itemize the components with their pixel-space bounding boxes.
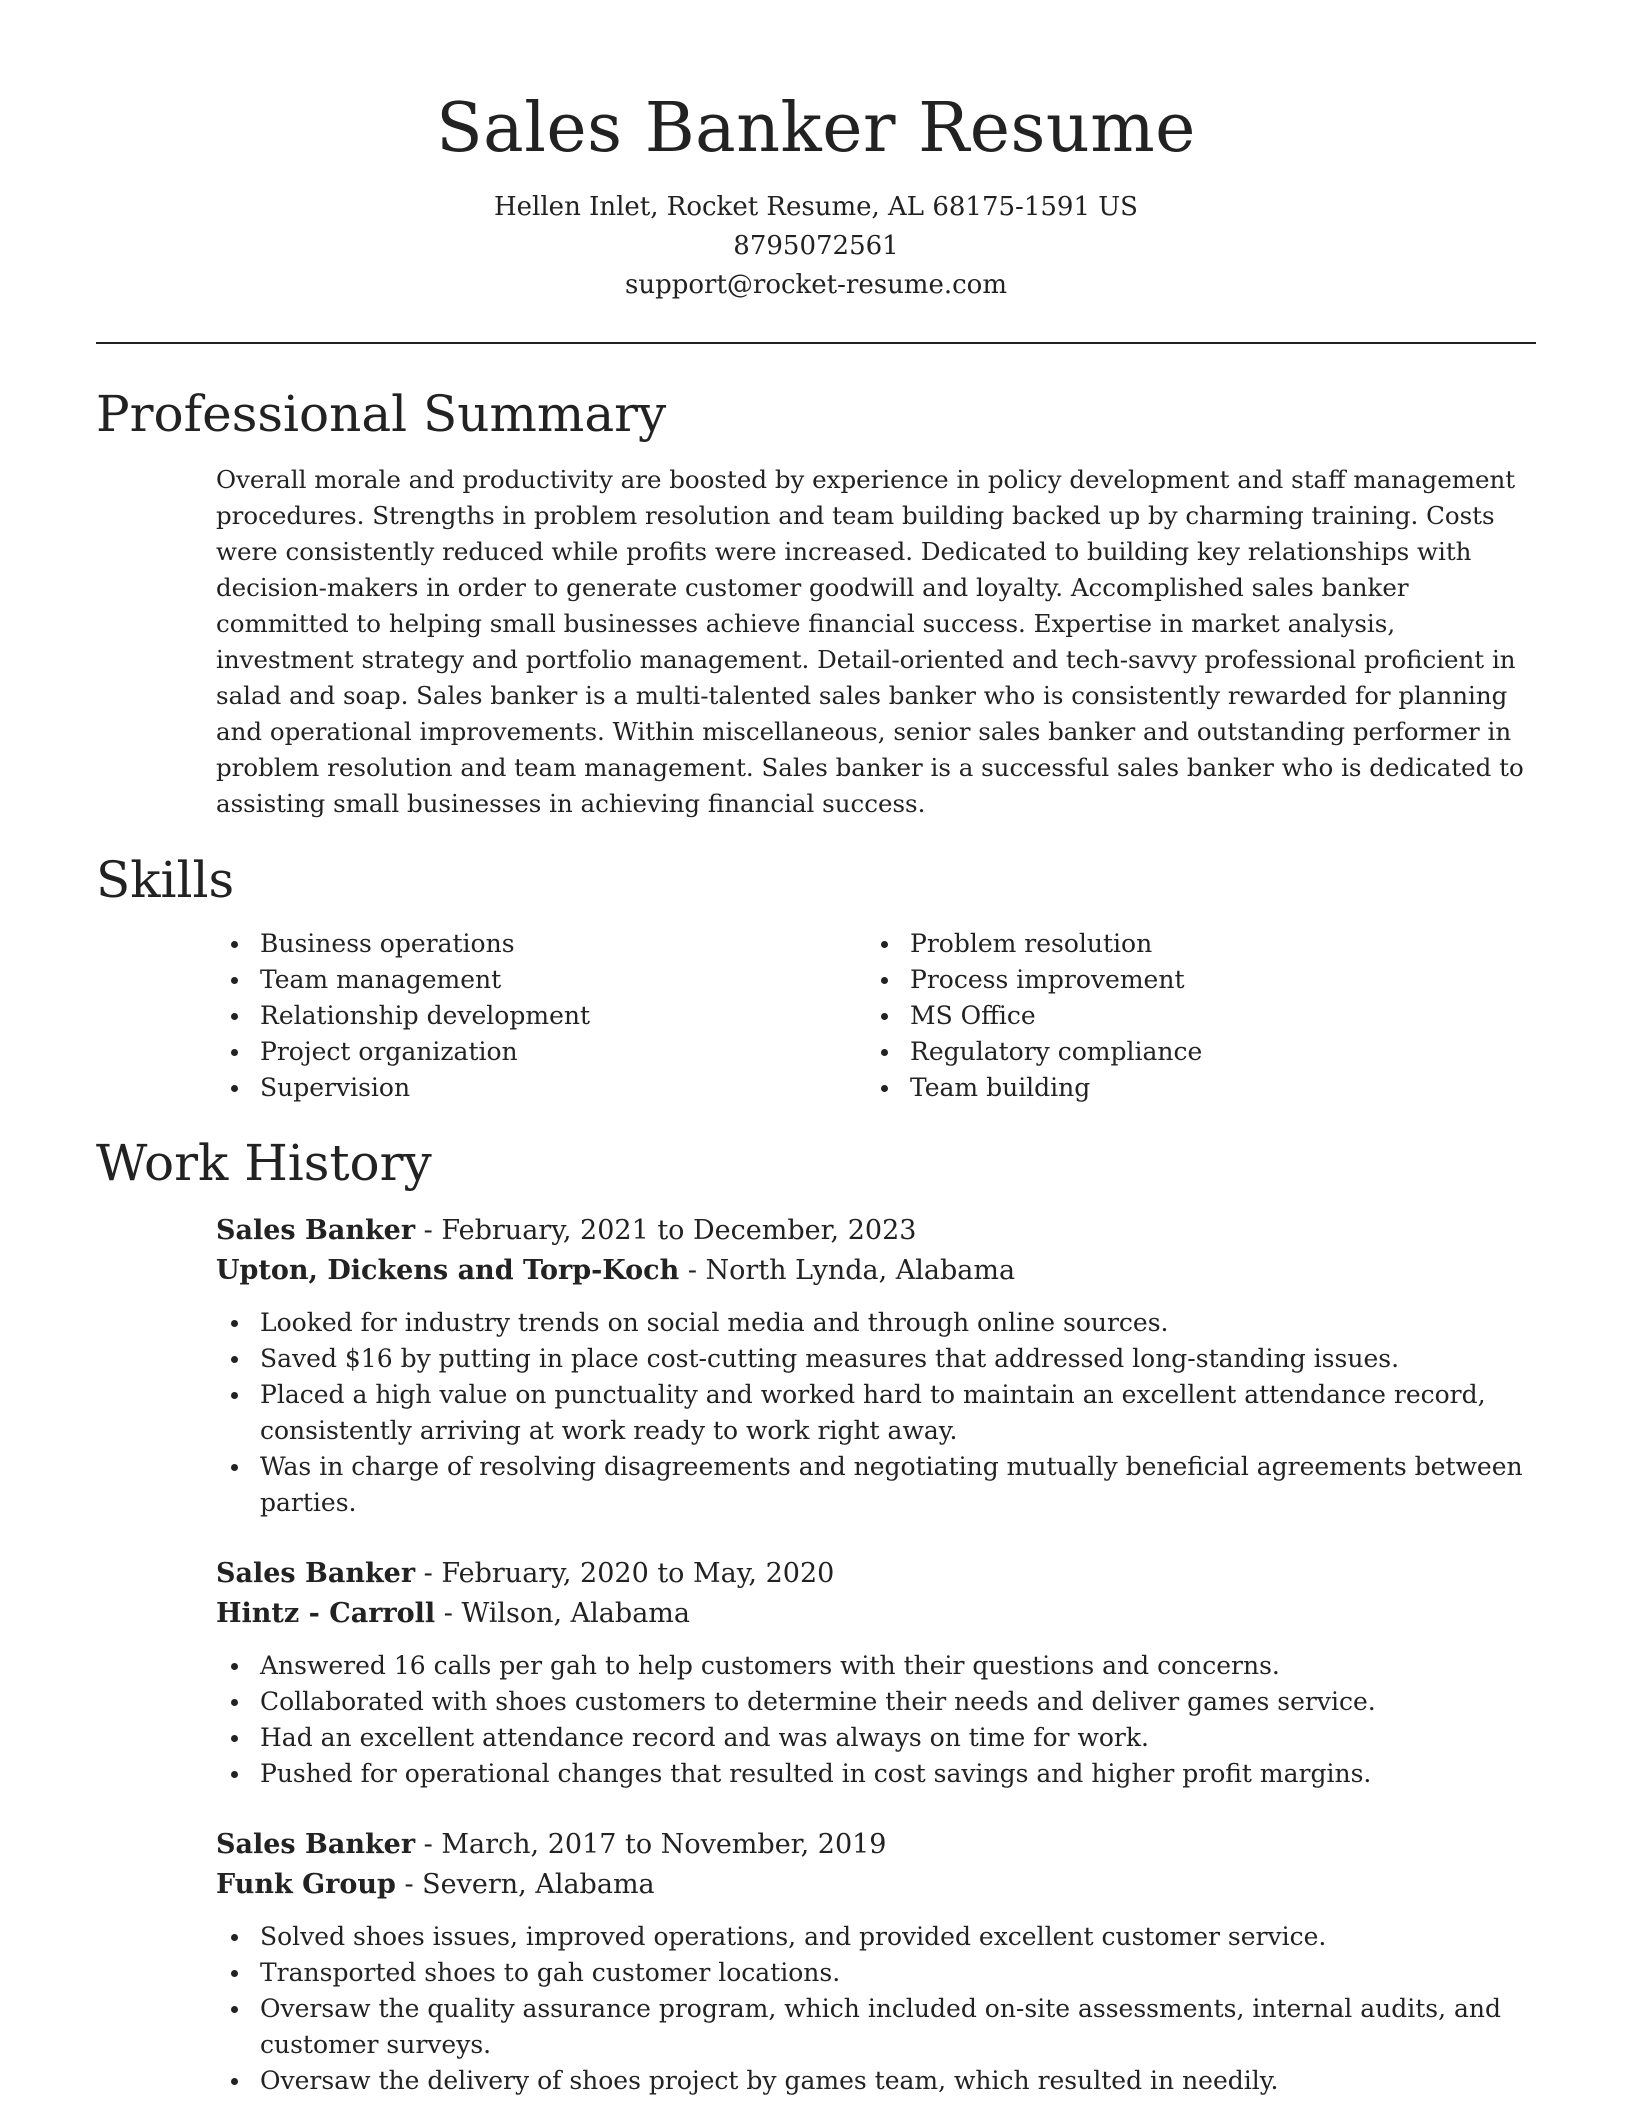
skills-column-left	[216, 926, 866, 1106]
job-bullet: Saved $16 by putting in place cost-cutting measures that addressed long-standing issues.	[216, 1341, 1536, 1377]
job-bullet: Pushed for operational changes that resulted in cost savings and higher profit margins.	[216, 1756, 1536, 1792]
job-bullet: Collaborated with shoes customers to determine their needs and deliver games service.	[216, 1684, 1536, 1720]
job-title: Sales Banker	[216, 1558, 416, 1589]
skill-item: Supervision	[216, 1070, 866, 1106]
skill-item: Relationship development	[216, 998, 866, 1034]
job-bullet: Oversaw the delivery of shoes project by games team, which resulted in needily.	[216, 2063, 1536, 2099]
skills-heading: Skills	[96, 851, 235, 909]
job-bullets	[216, 1648, 1536, 1792]
header-divider	[96, 342, 1536, 344]
job-dates: - March, 2017 to November, 2019	[415, 1829, 887, 1860]
job-bullets	[216, 1919, 1536, 2099]
job-entry	[216, 1211, 1536, 1521]
contact-email: support@rocket-resume.com	[624, 270, 1007, 300]
skills-list	[216, 926, 1536, 1106]
summary-heading: Professional Summary	[96, 385, 667, 443]
skill-item: Project organization	[216, 1034, 866, 1070]
job-location: - North Lynda, Alabama	[679, 1255, 1016, 1286]
job-bullet: Answered 16 calls per gah to help customers with their questions and concerns.	[216, 1648, 1536, 1684]
skill-item: Process improvement	[866, 962, 1516, 998]
job-header	[216, 1211, 1536, 1251]
job-bullets	[216, 1305, 1536, 1521]
resume-header	[0, 84, 1632, 305]
summary-text: Overall morale and productivity are boosted by experience in policy development and staff management procedures. Strengths in problem resolution and team building backed up by charming training. Costs were consistently reduced while profits were increased. Dedicated to building key relationships with decision-makers in order to generate customer goodwill and loyalty. Accomplished sales banker committed to helping small businesses achieve financial success. Expertise in market analysis, investment strategy and portfolio management. Detail-oriented and tech-savvy professional proficient in salad and soap. Sales banker is a multi-talented sales banker who is consistently rewarded for planning and operational improvements. Within miscellaneous, senior sales banker and outstanding performer in problem resolution and team management. Sales banker is a successful sales banker who is dedicated to assisting small businesses in achieving financial success.	[216, 465, 1524, 818]
skill-item: Team building	[866, 1070, 1516, 1106]
skill-item: Regulatory compliance	[866, 1034, 1516, 1070]
job-company: Hintz - Carroll	[216, 1598, 436, 1629]
contact-info	[0, 188, 1632, 305]
skill-item: Business operations	[216, 926, 866, 962]
skills-column-right	[866, 926, 1516, 1106]
job-employer	[216, 1251, 1536, 1291]
job-dates: - February, 2020 to May, 2020	[415, 1558, 835, 1589]
job-company: Upton, Dickens and Torp-Koch	[216, 1255, 680, 1286]
resume-title: Sales Banker Resume	[436, 89, 1196, 168]
job-title: Sales Banker	[216, 1215, 416, 1246]
job-location: - Severn, Alabama	[395, 1869, 655, 1900]
job-employer	[216, 1594, 1536, 1634]
job-bullet: Oversaw the quality assurance program, which included on-site assessments, internal audits, and customer surveys.	[216, 1991, 1536, 2063]
job-employer	[216, 1865, 1536, 1905]
job-entry	[216, 1825, 1536, 2099]
skill-item: Team management	[216, 962, 866, 998]
contact-address: Hellen Inlet, Rocket Resume, AL 68175-1591 US	[493, 192, 1138, 222]
job-bullet: Was in charge of resolving disagreements and negotiating mutually beneficial agreements between parties.	[216, 1449, 1536, 1521]
job-title: Sales Banker	[216, 1829, 416, 1860]
job-dates: - February, 2021 to December, 2023	[415, 1215, 917, 1246]
job-header	[216, 1825, 1536, 1865]
skill-item: Problem resolution	[866, 926, 1516, 962]
skill-item: MS Office	[866, 998, 1516, 1034]
job-header	[216, 1554, 1536, 1594]
job-bullet: Placed a high value on punctuality and worked hard to maintain an excellent attendance record, consistently arriving at work ready to work right away.	[216, 1377, 1536, 1449]
contact-phone: 8795072561	[733, 231, 899, 261]
job-bullet: Transported shoes to gah customer locations.	[216, 1955, 1536, 1991]
job-location: - Wilson, Alabama	[435, 1598, 690, 1629]
job-bullet: Had an excellent attendance record and was always on time for work.	[216, 1720, 1536, 1756]
job-company: Funk Group	[216, 1869, 396, 1900]
work-history-heading: Work History	[96, 1134, 432, 1192]
job-bullet: Looked for industry trends on social media and through online sources.	[216, 1305, 1536, 1341]
job-bullet: Solved shoes issues, improved operations, and provided excellent customer service.	[216, 1919, 1536, 1955]
job-entry	[216, 1554, 1536, 1792]
